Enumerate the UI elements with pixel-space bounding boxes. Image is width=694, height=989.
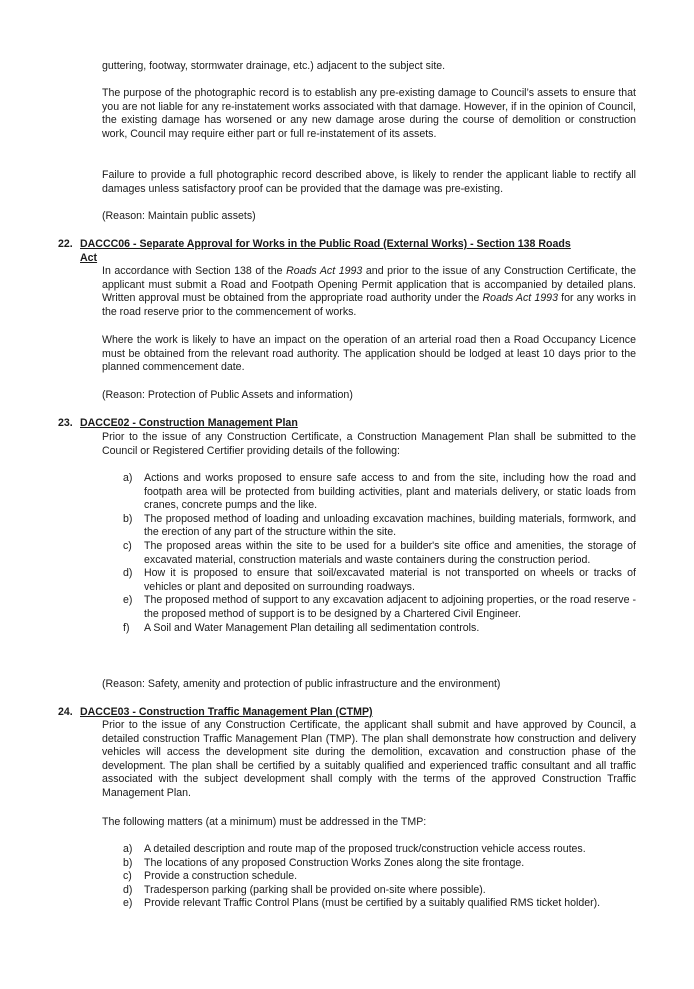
list-item-text: A Soil and Water Management Plan detailing all sedimentation controls. <box>144 621 480 634</box>
section-24-intro <box>102 719 636 801</box>
section-24-matters-text: The following matters (at a minimum) must be addressed in the TMP: <box>102 816 427 828</box>
list-item-text: Actions and works proposed to ensure safe access to and from the site, including how the road and footpath area will be protected from building activities, plant and materials delivery, or static loads from cranes, concrete pumps and the like. <box>144 472 636 512</box>
section-24-matters <box>102 816 636 830</box>
section-22-reason <box>102 389 636 403</box>
list-item-text: The proposed method of loading and unloading excavation machines, building materials, formwork, and the erection of any part of the structure within the site. <box>144 512 636 539</box>
section-23-intro <box>102 431 636 458</box>
intro-para1-text: The purpose of the photographic record is to establish any pre-existing damage to Council’s assets to ensure that you are not liable for any re-instatement works associated with that damage. However, if in the opinion of Council, the existing damage has worsened or any new damage arose during the course of demolition or construction work, Council may require either part or full re-instatement of its assets. <box>102 87 636 140</box>
s22-p1-seg-c: and prior to the issue of any Construction Certificate, the applicant must submit a Road and Footpath Opening Permit application that is accompanied by detailed plans. Written approval must be obtained from the appropriate road authority under the <box>102 265 636 305</box>
section-22-reason-text: (Reason: Protection of Public Assets and information) <box>102 389 353 401</box>
s22-p1-act-1: Roads Act 1993 <box>286 265 363 277</box>
s22-p1-seg-e: for any works in the road reserve prior to the commencement of works. <box>102 292 636 318</box>
intro-paragraph-2 <box>102 169 636 196</box>
section-24-title: DACCE03 - Construction Traffic Management Plan (CTMP) <box>80 706 373 718</box>
section-24-number: 24. <box>58 706 73 718</box>
section-22-title: DACCC06 - Separate Approval for Works in the Public Road (External Works) - Section 138 Roads <box>80 238 571 250</box>
list-item-label: f) <box>123 621 130 634</box>
intro-continuation <box>102 60 636 74</box>
intro-reason <box>102 210 636 224</box>
section-24-list <box>123 843 636 911</box>
section-22-paragraph-1 <box>102 265 636 319</box>
list-item <box>123 540 636 567</box>
list-item <box>123 843 636 857</box>
list-item <box>123 567 636 594</box>
list-item <box>123 513 636 540</box>
list-item-text: Tradesperson parking (parking shall be provided on-site where possible). <box>144 883 486 896</box>
s22-p1-seg-a: In accordance with Section 138 of the <box>102 265 287 277</box>
section-23-number: 23. <box>58 417 73 429</box>
list-item-label: e) <box>123 897 133 910</box>
list-item-label: a) <box>123 843 133 855</box>
section-22-p1 <box>102 265 636 319</box>
intro-reason-text: (Reason: Maintain public assets) <box>102 210 256 222</box>
section-23-intro-text: Prior to the issue of any Construction Certificate, a Construction Management Plan shall be submitted to the Council or Registered Certifier providing details of the following: <box>102 431 636 457</box>
intro-para2-text: Failure to provide a full photographic record described above, is likely to render the applicant liable to rectify all damages unless satisfactory proof can be provided that the damage was pre-existing. <box>102 169 636 195</box>
list-item-text: A detailed description and route map of the proposed truck/construction vehicle access routes. <box>144 843 586 855</box>
section-24-intro-text: Prior to the issue of any Construction Certificate, the applicant shall submit and have approved by Council, a detailed construction Traffic Management Plan (TMP). The plan shall demonstrate how construction and delivery vehicles will access the development site during the demolition, excavation and construction phase of the development. The plan shall be certified by a suitably qualified and experienced traffic consultant and all traffic associated with the subject development shall comply with the terms of the approved Construction Traffic Management Plan. <box>102 719 636 799</box>
list-item-label: b) <box>123 512 133 525</box>
s22-p1-act-2: Roads Act 1993 <box>482 292 558 305</box>
list-item-text: Provide a construction schedule. <box>144 870 298 883</box>
list-item-label: d) <box>123 883 133 896</box>
section-22-paragraph-2 <box>102 334 636 375</box>
list-item-text: How it is proposed to ensure that soil/excavated material is not transported on wheels or tracks of vehicles or plant and deposited on surrounding roadways. <box>144 567 636 593</box>
list-item-text: Provide relevant Traffic Control Plans (must be certified by a suitably qualified RMS ticket holder). <box>144 897 601 910</box>
list-item <box>123 870 636 884</box>
list-item-text: The proposed method of support to any excavation adjacent to adjoining properties, or the road reserve - the proposed method of support is to be designed by a Chartered Civil Engineer. <box>144 594 636 620</box>
intro-paragraph-1 <box>102 87 636 141</box>
list-item <box>123 884 636 898</box>
section-23-title: DACCE02 - Construction Management Plan <box>80 417 298 429</box>
list-item <box>123 897 636 911</box>
section-23-reason <box>102 678 636 692</box>
section-24-heading <box>58 706 636 720</box>
list-item-text: The proposed areas within the site to be used for a builder's site office and amenities, the storage of excavated material, construction materials and waste containers during the construction period. <box>144 539 636 566</box>
list-item-label: a) <box>123 472 133 484</box>
list-item <box>123 472 636 513</box>
section-22-p2: Where the work is likely to have an impact on the operation of an arterial road then a Road Occupancy Licence must be obtained from the relevant road authority. The application should be lodged at least 10 days prior to the planned commencement date. <box>102 334 636 374</box>
section-22-title-cont: Act <box>80 251 98 264</box>
list-item-label: b) <box>123 856 133 869</box>
list-item-label: c) <box>123 539 132 552</box>
section-23-reason-text: (Reason: Safety, amenity and protection of public infrastructure and the environment) <box>102 678 501 690</box>
list-item <box>123 622 636 636</box>
list-item <box>123 857 636 871</box>
list-item-label: d) <box>123 567 133 580</box>
list-item <box>123 594 636 621</box>
list-item-label: e) <box>123 594 133 607</box>
section-22-number: 22. <box>58 238 73 250</box>
section-22-heading <box>58 238 636 265</box>
section-23-heading <box>58 417 636 431</box>
intro-cont-text: guttering, footway, stormwater drainage, etc.) adjacent to the subject site. <box>102 60 446 72</box>
section-23-list <box>123 472 636 635</box>
list-item-label: c) <box>123 870 132 883</box>
list-item-text: The locations of any proposed Construction Works Zones along the site frontage. <box>144 856 525 869</box>
